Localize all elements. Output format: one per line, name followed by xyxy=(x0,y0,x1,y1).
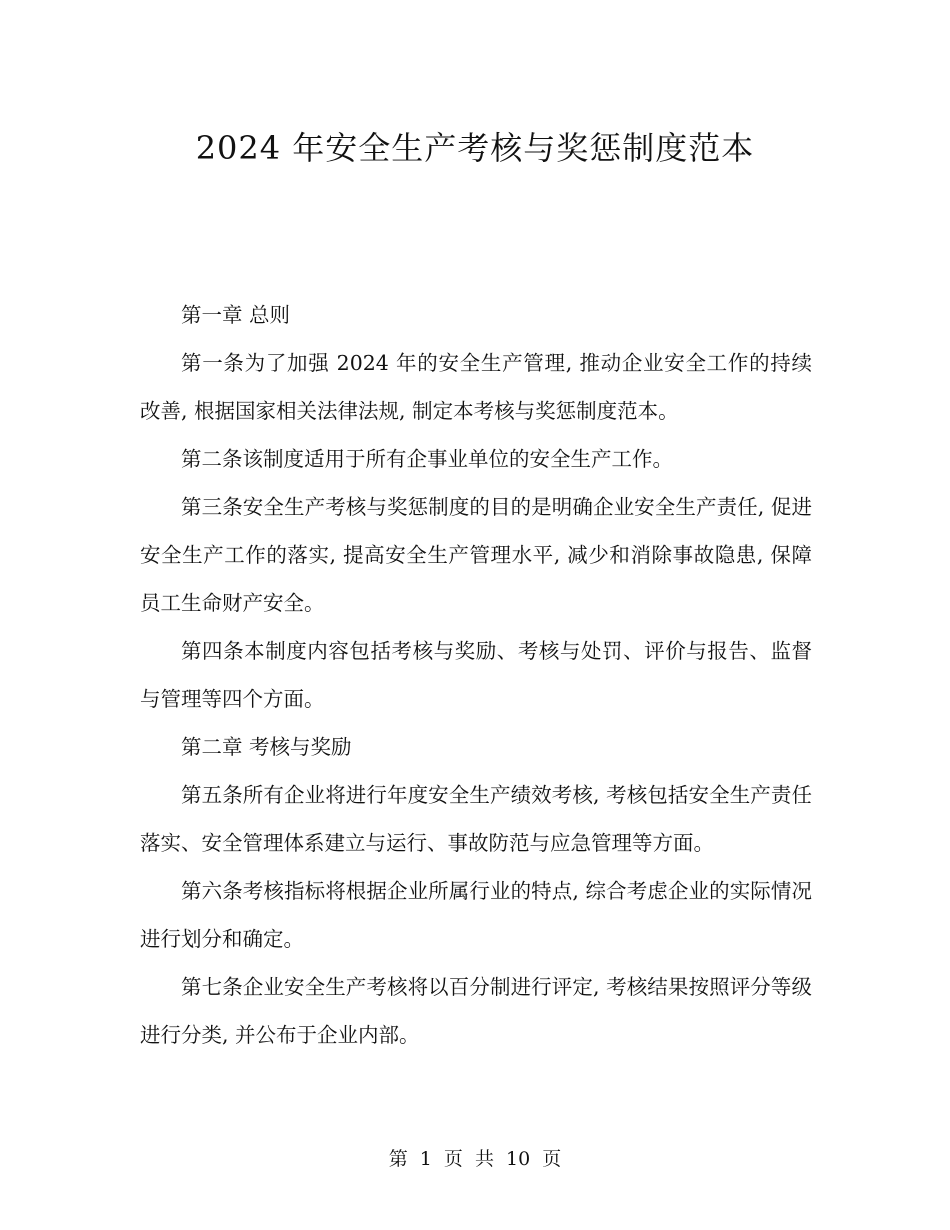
document-title: 2024 年安全生产考核与奖惩制度范本 xyxy=(195,129,755,167)
article-paragraph: 第六条考核指标将根据企业所属行业的特点, 综合考虑企业的实际情况进行划分和确定。 xyxy=(140,879,812,951)
article-paragraph: 第五条所有企业将进行年度安全生产绩效考核, 考核包括安全生产责任落实、安全管理体系建立与运行、事故防范与应急管理等方面。 xyxy=(140,783,812,855)
article-paragraph: 第一条为了加强 2024 年的安全生产管理, 推动企业安全工作的持续改善, 根据国家相关法律法规, 制定本考核与奖惩制度范本。 xyxy=(140,351,812,423)
chapter-heading: 第二章 考核与奖励 xyxy=(181,735,352,759)
page-footer: 第 1 页 共 10 页 xyxy=(388,1148,562,1170)
article-paragraph: 第二条该制度适用于所有企事业单位的安全生产工作。 xyxy=(181,447,673,471)
article-paragraph: 第七条企业安全生产考核将以百分制进行评定, 考核结果按照评分等级进行分类, 并公布于企业内部。 xyxy=(140,975,812,1047)
article-paragraph: 第三条安全生产考核与奖惩制度的目的是明确企业安全生产责任, 促进安全生产工作的落实, 提高安全生产管理水平, 减少和消除事故隐患, 保障员工生命财产安全。 xyxy=(140,495,812,615)
document-body xyxy=(140,291,812,1059)
chapter-heading: 第一章 总则 xyxy=(181,303,291,327)
article-paragraph: 第四条本制度内容包括考核与奖励、考核与处罚、评价与报告、监督与管理等四个方面。 xyxy=(140,639,812,711)
